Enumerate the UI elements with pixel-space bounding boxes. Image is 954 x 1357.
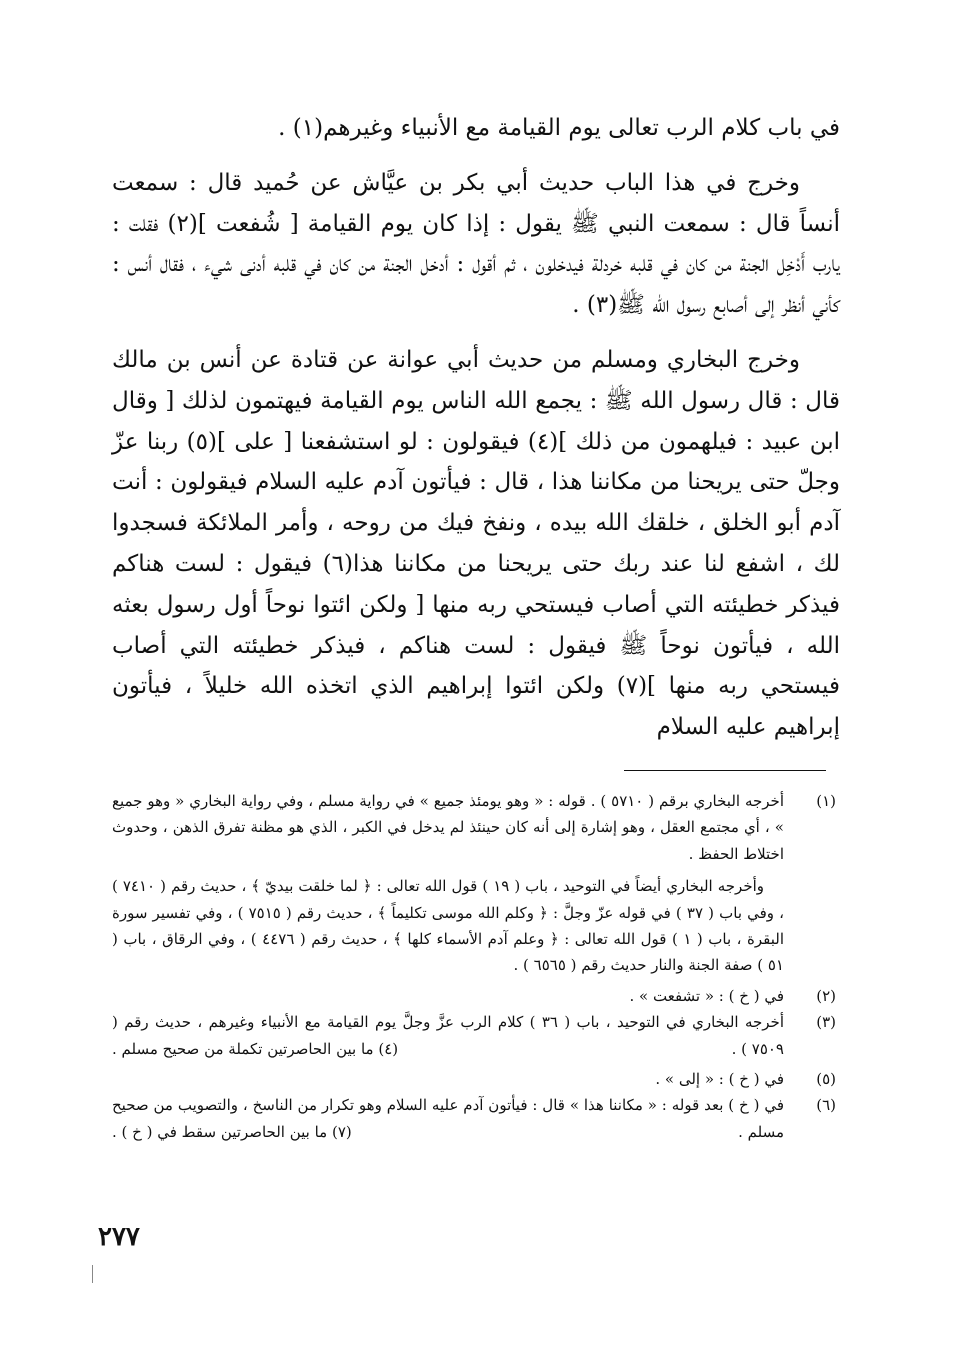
footnote-text	[112, 1092, 784, 1145]
footnote-4: (٤) ما بين الحاصرتين تكملة من صحيح مسلم .	[112, 1039, 399, 1058]
footnote-6	[112, 1092, 836, 1145]
scan-edge-mark	[92, 1265, 93, 1283]
footnote-separator	[624, 770, 826, 771]
footnote-5	[112, 1066, 836, 1092]
footnote-number: (٥)	[816, 1070, 836, 1089]
footnote-6-text: في ( خ ) بعد قوله : « مكاننا هذا » قال : فيأتون آدم عليه السلام وهو تكرار من الناسخ ، والتصويب من صحيح مسلم .	[112, 1096, 784, 1141]
footnote-text	[112, 1009, 784, 1062]
page-number: ٢٧٧	[98, 1222, 140, 1252]
paragraph-1: في باب كلام الرب تعالى يوم القيامة مع الأنبياء وغيرهم(١) .	[278, 115, 840, 141]
footnote-3	[112, 1009, 836, 1062]
footnote-number: (٣)	[816, 1013, 836, 1032]
footnote-1	[112, 788, 836, 867]
footnote-text: في ( خ ) : « تشفعت » .	[629, 986, 784, 1005]
footnote-number: (١)	[816, 792, 836, 810]
paragraph-3: وخرج البخاري ومسلم من حديث أبي عوانة عن قتادة عن أنس بن مالك قال : قال رسول الله ﷺ : يجمع الله الناس يوم القيامة فيهتمون لذلك [ وقال ابن عبيد : فيلهمون من ذلك ](٤) فيقولون : لو استشفعنا [ على ](٥) ربنا عزّ وجلّ حتى يريحنا من مكاننا هذا ، قال : فيأتون آدم عليه السلام فيقولون : أنت آدم أبو الخلق ، خلقك الله بيده ، ونفخ فيك من روحه ، وأمر الملائكة فسجدوا لك ، اشفع لنا عند ربك حتى يريحنا من مكاننا هذا(٦) فيقول : لست هناكم فيذكر خطيئته التي أصاب فيستحي ربه منها [ ولكن ائتوا نوحاً أول رسول بعثه الله ، فيأتون نوحاً ﷺ فيقول : لست هناكم ، فيذكر خطيئته التي أصاب فيستحي ربه منها ](٧) ولكن ائتوا إبراهيم الذي اتخذه الله خليلاً ، فيأتون إبراهيم عليه السلام	[112, 346, 841, 741]
paragraph-2: وخرج في هذا الباب حديث أبي بكر بن عيَّاش عن حُميد قال : سمعت أنساً قال : سمعت النبي ﷺ يقول : إذا كان يوم القيامة [ شُفعت ](٢) فقلت : يارب أَدْخِل الجنة من كان في قلبه خردلة فيدخلون ، ثم أقول : أدخل الجنة من كان في قلبه أدنى شيء ، فقال أنس : كأني أنظر إلى أصابع رسول الله ﷺ(٣) .	[112, 169, 840, 319]
footnote-number: (٦)	[816, 1096, 836, 1115]
footnote-2	[112, 983, 836, 1009]
footnote-text: أخرجه البخاري برقم ( ٥٧١٠ ) . قوله : « وهو يومئذ جميع » في رواية مسلم ، وفي رواية البخاري « وهو جميع » ، أي مجتمع العقل ، وهو إشارة إلى أنه كان حينئذ لم يدخل في الكبر ، الذي هو مظنة تفرق الذهن ، وحدوث اختلاط الحفظ .	[112, 792, 785, 863]
footnote-1-continuation: وأخرجه البخاري أيضاً في التوحيد ، باب ( ١٩ ) قول الله تعالى : ﴿ لما خلقت بيديّ ﴾ ، حديث رقم ( ٧٤١٠ ) ، وفي باب ( ٣٧ ) في قوله عزّ وجلَّ : ﴿ وكلم الله موسى تكليماً ﴾ ، حديث رقم ( ٧٥١٥ ) ، وفي تفسير سورة البقرة ، باب ( ١ ) قول الله تعالى : ﴿ وعلم آدم الأسماء كلها ﴾ ، حديث رقم ( ٤٤٧٦ ) ، وفي الرقاق ، باب ( ٥١ ) صفة الجنة والنار حديث رقم ( ٦٥٦٥ ) .	[112, 877, 784, 975]
footnote-number: (٢)	[816, 986, 836, 1005]
footnotes	[112, 788, 836, 1145]
footnote-7: (٧) ما بين الحاصرتين سقط في ( خ ) .	[112, 1122, 352, 1141]
footnote-3-text: أخرجه البخاري في التوحيد ، باب ( ٣٦ ) كلام الرب عزَّ وجلَّ يوم القيامة مع الأنبياء وغيرهم ، حديث رقم ( ٧٥٠٩ ) .	[112, 1013, 784, 1058]
main-text	[112, 108, 840, 748]
footnote-text: في ( خ ) : « إلى » .	[655, 1070, 784, 1089]
